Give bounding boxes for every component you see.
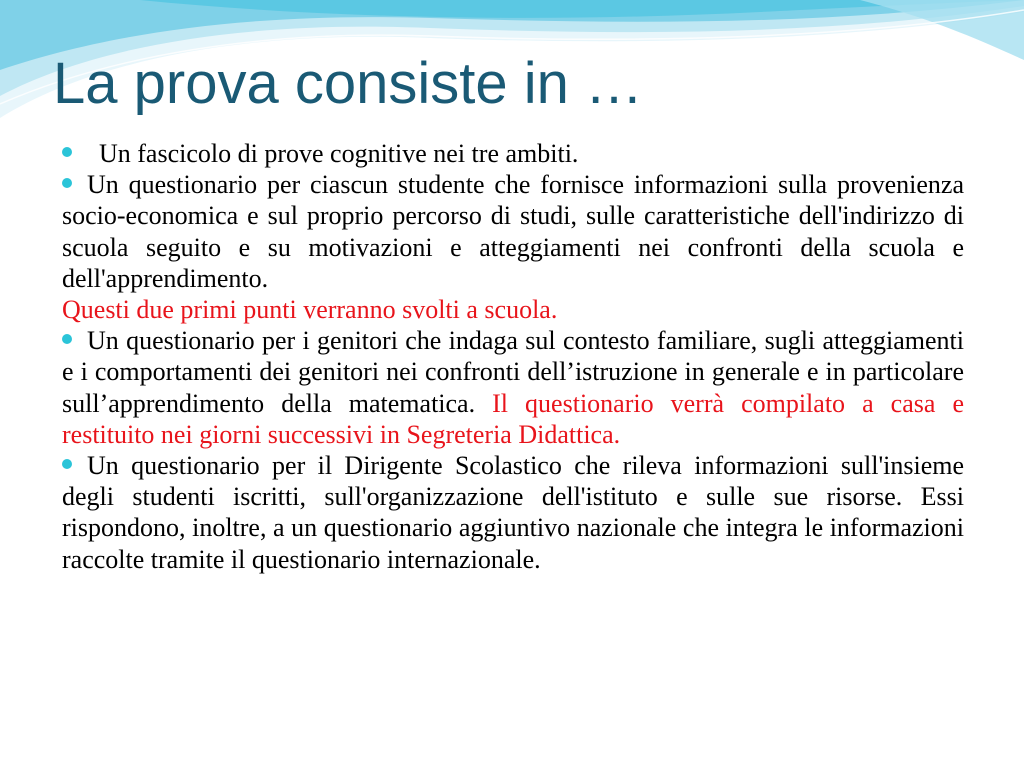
list-item-text: Un fascicolo di prove cognitive nei tre ambiti. [99, 139, 579, 168]
bullet-dot-icon [62, 459, 72, 469]
list-item [62, 325, 964, 450]
list-item-text: Un questionario per il Dirigente Scolastico che rileva informazioni sull'insieme degli studenti iscritti, sull'organizzazione dell'istituto e sulle sue risorse. Essi rispondono, inoltre, a un questionario aggiuntivo nazionale che integra le informazioni raccolte tramite il questionario internazionale. [62, 451, 964, 574]
list-item-highlight: Il questionario verrà compilato a casa e restituito nei giorni successivi in Segreteria Didattica. [62, 388, 964, 449]
bullet-dot-icon [62, 147, 72, 157]
highlight-note: Questi due primi punti verranno svolti a scuola. [62, 295, 558, 325]
bullet-dot-icon [62, 178, 72, 188]
list-item [62, 450, 964, 575]
list-item [62, 169, 964, 294]
list-item-text: Un questionario per i genitori che indaga sul contesto familiare, sugli atteggiamenti e i comportamenti dei genitori nei confronti dell’istruzione in generale e in particolare sull’apprendimento della matematica. [62, 326, 964, 418]
slide-content [62, 138, 964, 575]
list-item-text: Un questionario per ciascun studente che fornisce informazioni sulla provenienza socio-economica e sul proprio percorso di studi, sulle caratteristiche dell'indirizzo di scuola seguito e su motivazioni e atteggiamenti nei confronti della scuola e dell'apprendimento. [62, 170, 964, 293]
list-item [62, 138, 964, 169]
bullet-dot-icon [62, 334, 72, 344]
slide-title: La prova consiste in … [53, 51, 643, 116]
